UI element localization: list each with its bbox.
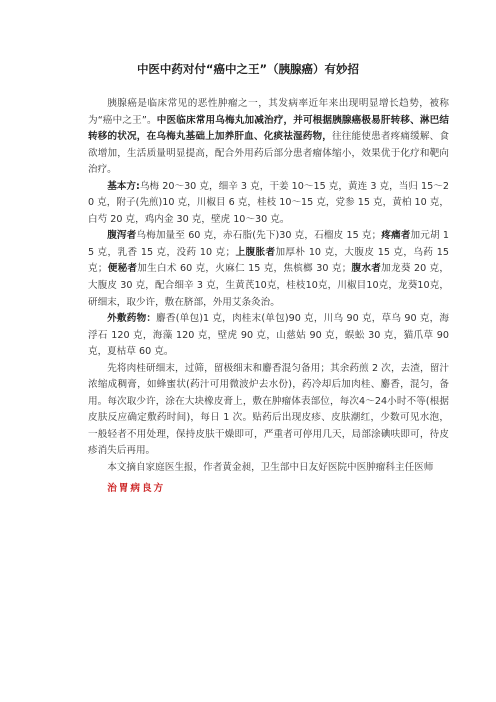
- intro-text-c: 往往能使患者疼痛缓解、食欲增加，生活质量明显提高，配合外用药后部分患者瘤体缩小，效果优于化疗和靶向治疗。: [88, 131, 449, 176]
- constipation-label: 便秘者: [107, 263, 138, 275]
- bloating-label: 上腹胀者: [235, 246, 276, 258]
- base-formula-text: 乌梅 20～30 克，细辛 3 克，干姜 10～15 克，黄连 3 克，当归 15～20 克，附子(先煎)10 克，川椒目 6 克，桂枝 10～15 克，党参 15 克，黄柏 10 克，白芍 20 克，鸡内金 30 克，壁虎 10～30 克。: [88, 180, 450, 225]
- external-medicine-paragraph: [88, 311, 449, 361]
- next-article-heading: 治胃病良方: [107, 482, 166, 494]
- pain-label: 疼痛者: [381, 230, 411, 242]
- pain-text: 加元胡 15 克，乳香 15 克，没药 10 克；: [88, 230, 450, 258]
- article-body: [88, 96, 449, 497]
- ascites-label: 腹水者: [351, 263, 382, 275]
- intro-text-a: 胰腺癌是临床常见的恶性肿瘤之一，其发病率近年来出现明显增长趋势，被称为“癌中之王”。: [88, 98, 449, 126]
- intro-paragraph: [88, 96, 449, 179]
- external-medicine-text: 麝香(单包)1 克，肉桂末(单包)90 克，川乌 90 克，草乌 90 克，海浮石 120 克，海藻 120 克，壁虎 90 克，山慈姑 90 克，蜈蚣 30 克，猫爪草 90 克，夏枯草 60 克。: [88, 313, 449, 358]
- diarrhea-label: 腹泻者: [107, 230, 137, 242]
- external-medicine-label: 外敷药物：: [107, 313, 157, 325]
- usage-paragraph: 先将肉桂研细末，过筛，留极细末和麝香混匀备用；其余药煎 2 次，去渣，留汁浓缩成稠膏，如蜂蜜状(药汁可用微波炉去水份)，药冷却后加肉桂、麝香，混匀，备用。每次取少许，涂在大块橡皮膏上，敷在肿瘤体表部位，每次4～24小时不等(根据皮肤反应确定敷药时间)，每日 1 次。贴药后出现皮疹、皮肤潮红，少数可见水泡，一般轻者不用处理，保持皮肤干燥即可，严重者可停用几天，局部涂碘呋即可，待皮疹消失后再用。: [88, 362, 449, 457]
- page-title: 中医中药对付“癌中之王”（胰腺癌）有妙招: [136, 62, 360, 76]
- base-formula-paragraph: [88, 179, 449, 229]
- diarrhea-text: 乌梅加量至 60 克，赤石脂(先下)30 克，石榴皮 15 克；: [136, 230, 382, 242]
- ascites-text: 加龙葵 20 克，大腹皮 30 克，配合细辛 3 克，生黄芪10克，桂枝10克，川椒目10克，龙葵10克，研细末，取少许，敷在脐部，外用艾条灸治。: [88, 263, 450, 308]
- symptom-adjustments-paragraph: [88, 228, 449, 311]
- intro-text-b: 中医临床常用乌梅丸加减治疗，并可根据胰腺癌极易肝转移、淋巴结转移的状况，在乌梅丸基础上加养肝血、化痰祛湿药物，: [88, 114, 449, 143]
- base-formula-label: 基本方:: [107, 180, 140, 192]
- source-paragraph: 本文摘自家庭医生报，作者黄金昶，卫生部中日友好医院中医肿瘤科主任医师: [107, 462, 434, 474]
- bloating-text: 加厚朴 10 克，大腹皮 15 克，乌药 15 克；: [88, 246, 450, 275]
- constipation-text: 加生白术 60 克，火麻仁 15 克，焦槟榔 30 克；: [137, 263, 352, 275]
